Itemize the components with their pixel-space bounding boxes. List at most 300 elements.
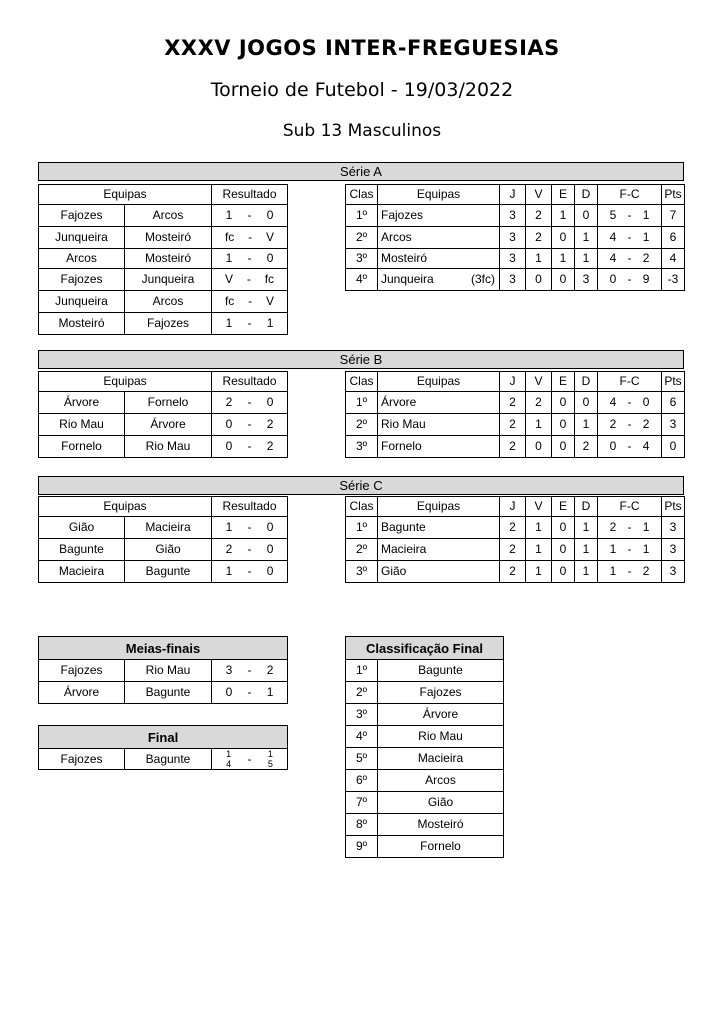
game-row [39,205,288,227]
goals-for-against [598,249,662,269]
final-away-team: Bagunte [125,749,212,770]
standing-row [346,517,685,539]
home-score: 1 [225,251,233,265]
score-dash: - [247,395,252,409]
j-header: J [500,372,526,392]
d-value: 1 [575,249,598,269]
equipas-header: Equipas [39,497,212,517]
final-home-team: Fajozes [39,749,125,770]
position: 3º [346,704,378,726]
e-value: 0 [552,561,575,583]
team-name: Árvore [378,704,504,726]
team-name: Macieira [378,748,504,770]
v-value: 2 [526,392,552,414]
game-row [39,539,288,561]
results-header-row [39,185,288,205]
goals-for: 2 [609,520,617,534]
standing-row [346,227,685,249]
final-home-score: 1 4 [226,749,232,769]
team-name: Bagunte [378,660,504,682]
goals-against: 1 [642,520,650,534]
classification-row [346,748,504,770]
score-dash: - [627,520,632,534]
score-dash: - [247,439,252,453]
score-dash: - [627,395,632,409]
standing-row [346,414,685,436]
j-value: 2 [500,517,526,539]
goals-against: 1 [642,542,650,556]
points: 4 [662,249,685,269]
home-team: Bagunte [39,539,125,561]
home-team: Gião [39,517,125,539]
team-name: Mosteiró [378,814,504,836]
home-score: 1 [225,564,233,578]
score-cell [212,313,288,335]
team-name: Gião [378,792,504,814]
team-name: Rio Mau [378,726,504,748]
team-name: Mosteiró [381,251,428,265]
home-score: 2 [225,395,233,409]
away-team: Mosteiró [125,227,212,249]
away-team: Fornelo [125,392,212,414]
goals-against: 2 [642,251,650,265]
final-away-score: 1 5 [267,749,273,769]
away-team: Bagunte [125,561,212,583]
game-row [39,561,288,583]
j-value: 3 [500,269,526,291]
goals-for-against [598,414,662,436]
v-value: 2 [526,205,552,227]
away-score: 0 [266,208,274,222]
j-header: J [500,185,526,205]
score-dash: - [627,272,632,286]
home-team: Fajozes [39,269,125,291]
page-subtitle: Torneio de Futebol - 19/03/2022 [210,79,514,101]
final-row [39,749,288,770]
team-name: Macieira [381,542,427,556]
goals-against: 2 [642,564,650,578]
away-score: fc [264,272,275,286]
team-name-cell [378,414,500,436]
score-cell [212,682,288,704]
home-team: Rio Mau [39,414,125,436]
position: 1º [346,205,378,227]
serie-b-header: Série B [38,350,684,369]
score-cell [212,291,288,313]
serie-c-header: Série C [38,476,684,495]
v-value: 1 [526,539,552,561]
home-score: fc [224,294,235,308]
classification-row [346,814,504,836]
e-header: E [552,497,575,517]
position: 3º [346,436,378,458]
position: 1º [346,660,378,682]
away-team: Arcos [125,291,212,313]
score-dash: - [627,564,632,578]
e-value: 0 [552,436,575,458]
position: 3º [346,561,378,583]
e-value: 0 [552,517,575,539]
goals-for-against [598,539,662,561]
standing-row [346,205,685,227]
team-name: Árvore [381,395,417,409]
standing-row [346,269,685,291]
away-score: 0 [266,542,274,556]
d-header: D [575,372,598,392]
position: 4º [346,726,378,748]
e-value: 0 [552,392,575,414]
away-score: 0 [266,564,274,578]
d-value: 1 [575,227,598,249]
e-value: 1 [552,205,575,227]
goals-for-against [598,517,662,539]
home-team: Junqueira [39,291,125,313]
final-title: Final [39,726,288,749]
standing-row [346,436,685,458]
home-score: 1 [225,208,233,222]
position: 2º [346,414,378,436]
position: 2º [346,227,378,249]
v-value: 1 [526,414,552,436]
goals-for: 4 [609,230,617,244]
score-cell [212,539,288,561]
position: 7º [346,792,378,814]
j-value: 2 [500,414,526,436]
game-row [39,249,288,269]
v-value: 1 [526,249,552,269]
away-score: V [266,230,275,244]
classification-row [346,836,504,858]
v-value: 0 [526,436,552,458]
team-name: Rio Mau [381,417,426,431]
game-row [39,517,288,539]
standing-row [346,249,685,269]
score-dash: - [627,439,632,453]
position: 8º [346,814,378,836]
resultado-header: Resultado [212,372,288,392]
goals-for-against [598,392,662,414]
semifinals-title: Meias-finais [39,637,288,660]
away-score: 2 [266,417,274,431]
semifinal-row [39,682,288,704]
e-header: E [552,185,575,205]
team-name-cell [378,392,500,414]
position: 6º [346,770,378,792]
away-team: Mosteiró [125,249,212,269]
v-header: V [526,185,552,205]
points: 6 [662,392,685,414]
home-score: 1 [225,316,233,330]
score-cell [212,269,288,291]
d-header: D [575,497,598,517]
pts-header: Pts [662,497,685,517]
points: -3 [662,269,685,291]
serie-b-standings-table [345,371,685,458]
away-team: Fajozes [125,313,212,335]
final-score [212,749,288,770]
score-dash: - [247,417,252,431]
home-score: 3 [225,663,233,677]
away-team: Rio Mau [125,660,212,682]
goals-against: 4 [642,439,650,453]
home-score: 1 [225,520,233,534]
team-name: Arcos [378,770,504,792]
team-name: Arcos [381,230,412,244]
goals-for: 2 [609,417,617,431]
score-dash: - [247,685,252,699]
v-value: 2 [526,227,552,249]
score-cell [212,392,288,414]
d-value: 1 [575,414,598,436]
home-team: Fajozes [39,660,125,682]
j-value: 3 [500,205,526,227]
score-cell [212,436,288,458]
score-dash: - [247,751,252,766]
final-classification-table [345,636,504,858]
away-team: Arcos [125,205,212,227]
team-name: Gião [381,564,407,578]
d-value: 0 [575,205,598,227]
home-team: Fajozes [39,205,125,227]
away-score: V [266,294,275,308]
goals-for: 1 [609,564,617,578]
score-dash: - [627,230,632,244]
classification-row [346,770,504,792]
classification-row [346,726,504,748]
position: 9º [346,836,378,858]
classification-row [346,660,504,682]
serie-c-results-table [38,496,288,583]
d-value: 1 [575,539,598,561]
goals-for-against [598,227,662,249]
classification-row [346,682,504,704]
category-title: Sub 13 Masculinos [282,121,442,141]
classification-row [346,792,504,814]
d-header: D [575,185,598,205]
goals-for-against [598,436,662,458]
e-value: 0 [552,539,575,561]
away-team: Junqueira [125,269,212,291]
position: 3º [346,249,378,269]
score-dash: - [247,208,252,222]
page-title: XXXV JOGOS INTER-FREGUESIAS [164,36,560,60]
score-dash: - [627,542,632,556]
away-score: 1 [266,685,274,699]
goals-for: 1 [609,542,617,556]
j-value: 2 [500,539,526,561]
goals-for: 5 [609,208,617,222]
d-value: 1 [575,561,598,583]
v-value: 1 [526,517,552,539]
serie-a-results-table [38,184,288,335]
points: 3 [662,517,685,539]
clas-header: Clas [346,497,378,517]
score-dash: - [247,316,252,330]
home-score: V [224,272,233,286]
v-value: 1 [526,561,552,583]
team-name-cell [378,517,500,539]
score-dash: - [627,417,632,431]
e-value: 0 [552,269,575,291]
home-score: 2 [225,542,233,556]
home-score: fc [224,230,235,244]
team-name: Fornelo [381,439,422,453]
d-value: 2 [575,436,598,458]
game-row [39,414,288,436]
away-team: Gião [125,539,212,561]
home-team: Fornelo [39,436,125,458]
resultado-header: Resultado [212,185,288,205]
position: 4º [346,269,378,291]
team-name: Fajozes [378,682,504,704]
position: 2º [346,682,378,704]
equipas-header: Equipas [39,185,212,205]
score-dash: - [247,663,252,677]
points: 3 [662,561,685,583]
goals-for-against [598,205,662,227]
away-team: Bagunte [125,682,212,704]
semifinals-table [38,636,288,704]
serie-a-header: Série A [38,162,684,181]
score-cell [212,205,288,227]
score-cell [212,227,288,249]
j-value: 2 [500,436,526,458]
fc-header: F-C [598,185,662,205]
away-score: 0 [266,395,274,409]
pts-header: Pts [662,185,685,205]
team-name: Fajozes [381,208,424,222]
score-dash: - [246,272,251,286]
home-team: Arcos [39,249,125,269]
away-team: Macieira [125,517,212,539]
game-row [39,436,288,458]
goals-against: 0 [642,395,650,409]
points: 3 [662,539,685,561]
score-dash: - [248,230,253,244]
standings-header-row [346,185,685,205]
score-dash: - [627,251,632,265]
j-header: J [500,497,526,517]
equipas-header: Equipas [378,185,500,205]
position: 1º [346,517,378,539]
score-cell [212,517,288,539]
score-dash: - [248,294,253,308]
goals-for: 0 [609,439,617,453]
j-value: 2 [500,561,526,583]
team-name: Junqueira [381,272,434,286]
away-score: 1 [266,316,274,330]
classification-title: Classificação Final [346,637,504,660]
score-dash: - [627,208,632,222]
results-header-row [39,372,288,392]
d-value: 0 [575,392,598,414]
d-value: 1 [575,517,598,539]
goals-against: 1 [642,230,650,244]
points: 6 [662,227,685,249]
equipas-header: Equipas [378,497,500,517]
standing-row [346,561,685,583]
semifinal-row [39,660,288,682]
points: 7 [662,205,685,227]
goals-for: 4 [609,395,617,409]
score-cell [212,660,288,682]
resultado-header: Resultado [212,497,288,517]
serie-c-standings-table [345,496,685,583]
goals-against: 1 [642,208,650,222]
away-team: Árvore [125,414,212,436]
standing-row [346,392,685,414]
points: 0 [662,436,685,458]
team-name-cell [378,249,500,269]
game-row [39,269,288,291]
home-team: Junqueira [39,227,125,249]
standings-header-row [346,372,685,392]
team-name-cell [378,269,500,291]
game-row [39,291,288,313]
results-header-row [39,497,288,517]
score-dash: - [247,542,252,556]
goals-for: 4 [609,251,617,265]
team-name-cell [378,539,500,561]
clas-header: Clas [346,372,378,392]
fc-header: F-C [598,372,662,392]
j-value: 3 [500,249,526,269]
points: 3 [662,414,685,436]
team-name-cell [378,205,500,227]
v-header: V [526,497,552,517]
goals-against: 9 [642,272,650,286]
away-score: 0 [266,520,274,534]
score-dash: - [247,564,252,578]
pts-header: Pts [662,372,685,392]
game-row [39,313,288,335]
final-table [38,725,288,770]
home-team: Mosteiró [39,313,125,335]
standings-header-row [346,497,685,517]
standing-row [346,539,685,561]
score-cell [212,414,288,436]
j-value: 3 [500,227,526,249]
clas-header: Clas [346,185,378,205]
fc-header: F-C [598,497,662,517]
home-score: 0 [225,439,233,453]
score-dash: - [247,251,252,265]
team-name: Fornelo [378,836,504,858]
game-row [39,227,288,249]
game-row [39,392,288,414]
goals-for: 0 [609,272,617,286]
classification-row [346,704,504,726]
equipas-header: Equipas [378,372,500,392]
team-name: Bagunte [381,520,426,534]
home-team: Árvore [39,682,125,704]
position: 1º [346,392,378,414]
d-value: 3 [575,269,598,291]
home-team: Árvore [39,392,125,414]
team-name-cell [378,436,500,458]
position: 2º [346,539,378,561]
score-cell [212,561,288,583]
equipas-header: Equipas [39,372,212,392]
home-team: Macieira [39,561,125,583]
goals-for-against [598,561,662,583]
e-value: 0 [552,414,575,436]
v-header: V [526,372,552,392]
score-cell [212,249,288,269]
position: 5º [346,748,378,770]
away-team: Rio Mau [125,436,212,458]
home-score: 0 [225,417,233,431]
